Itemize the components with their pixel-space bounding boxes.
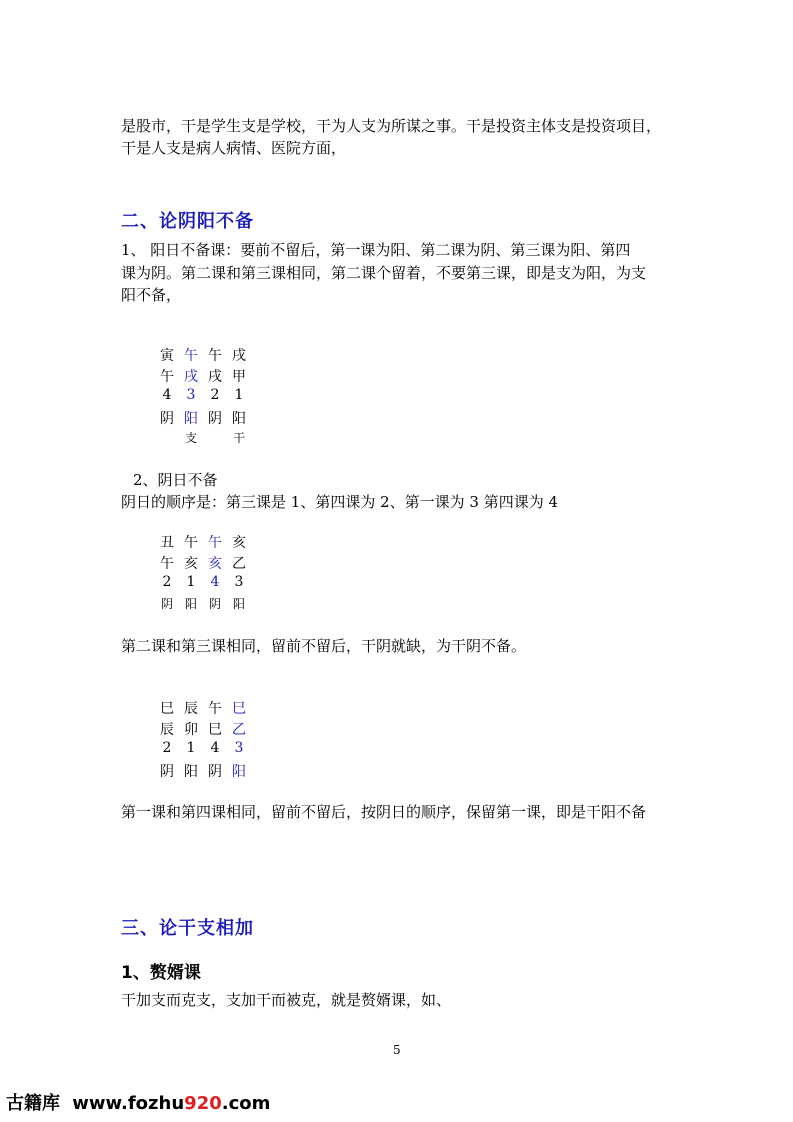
table-cell: 巳 <box>160 701 174 717</box>
subsection-heading: 1、赘婿课 <box>121 963 201 983</box>
paragraph-line: 干加支而克支，支加干而被克，就是赘婿课，如、 <box>121 991 452 1009</box>
table-cell: 阴 <box>208 597 221 611</box>
paragraph-line: 是股市，干是学生支是学校，干为人支为所谋之事。干是投资主体支是投资项目， <box>121 117 662 135</box>
paragraph-line: 干是人支是病人病情、医院方面， <box>121 139 347 157</box>
table-cell: 2 <box>162 740 172 756</box>
table-cell: 阴 <box>208 764 222 780</box>
table-cell: 阴 <box>160 411 174 427</box>
table-cell: 寅 <box>160 348 174 364</box>
table-cell: 1 <box>186 574 196 590</box>
table-cell: 丑 <box>160 535 174 551</box>
paragraph-line: 阴日的顺序是：第三课是 1、第四课为 2、第一课为 3 第四课为 4 <box>121 493 559 511</box>
footer-brand: 古籍库 <box>6 1093 60 1114</box>
table-cell: 亥 <box>232 535 246 551</box>
footer-watermark <box>6 1089 270 1115</box>
table-cell: 3 <box>186 387 196 403</box>
table-cell: 戌 <box>184 369 198 385</box>
table-cell: 阴 <box>160 764 174 780</box>
table-cell: 亥 <box>208 556 222 572</box>
table-cell: 4 <box>210 574 220 590</box>
table-cell: 阳 <box>184 764 198 780</box>
table-cell: 戌 <box>232 348 246 364</box>
table-cell: 4 <box>210 740 220 756</box>
table-cell: 阳 <box>184 597 197 611</box>
table-cell: 午 <box>208 701 222 717</box>
table-cell: 辰 <box>184 701 198 717</box>
table-cell: 亥 <box>184 556 198 572</box>
table-cell: 午 <box>208 535 222 551</box>
table-cell: 巳 <box>208 722 222 738</box>
table-cell: 阳 <box>184 411 198 427</box>
footer-url-prefix: www.fozhu <box>72 1093 185 1114</box>
table-cell: 辰 <box>160 722 174 738</box>
paragraph-line: 1、 阳日不备课：要前不留后，第一课为阳、第二课为阴、第三课为阳、第四 <box>121 241 631 259</box>
page-number: 5 <box>393 1043 401 1057</box>
table-cell: 阳 <box>232 764 246 780</box>
table-cell: 阳 <box>232 597 245 611</box>
table-cell: 2 <box>162 574 172 590</box>
table-cell: 阴 <box>160 597 173 611</box>
footer-url-number: 920 <box>184 1093 222 1114</box>
table-cell: 巳 <box>232 701 246 717</box>
paragraph-line: 2、阴日不备 <box>133 471 218 489</box>
table-cell: 支 <box>184 431 197 445</box>
footer-url-suffix: .com <box>221 1093 271 1114</box>
section-heading: 二、论阴阳不备 <box>121 211 254 232</box>
table-cell: 阴 <box>208 411 222 427</box>
table-cell: 阳 <box>232 411 246 427</box>
table-cell: 1 <box>234 387 244 403</box>
table-cell: 甲 <box>232 369 246 385</box>
table-cell: 4 <box>162 387 172 403</box>
table-cell: 2 <box>210 387 220 403</box>
table-cell: 干 <box>232 431 245 445</box>
table-cell: 1 <box>186 740 196 756</box>
table-cell: 午 <box>160 369 174 385</box>
paragraph-line: 第二课和第三课相同，留前不留后，干阴就缺，为干阴不备。 <box>121 637 527 655</box>
table-cell: 戌 <box>208 369 222 385</box>
table-cell: 乙 <box>232 722 246 738</box>
table-cell: 午 <box>184 348 198 364</box>
paragraph-line: 第一课和第四课相同，留前不留后，按阴日的顺序，保留第一课，即是干阳不备 <box>121 803 647 821</box>
paragraph-line: 课为阴。第二课和第三课相同，第二课个留着，不要第三课，即是支为阳，为支 <box>121 264 647 282</box>
table-cell: 午 <box>184 535 198 551</box>
table-cell: 3 <box>234 740 244 756</box>
table-cell: 卯 <box>184 722 198 738</box>
footer-url <box>72 1093 270 1114</box>
table-cell: 午 <box>160 556 174 572</box>
section-heading: 三、论干支相加 <box>121 918 254 939</box>
table-cell: 3 <box>234 574 244 590</box>
paragraph-line: 阳不备， <box>121 286 182 304</box>
table-cell: 午 <box>208 348 222 364</box>
table-cell: 乙 <box>232 556 246 572</box>
